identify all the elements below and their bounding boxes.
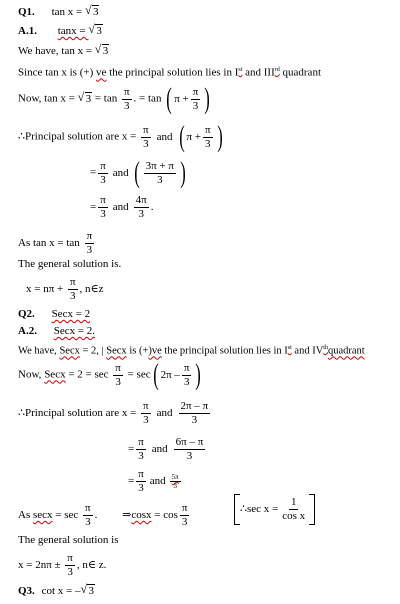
- a1-text: tanx =: [57, 25, 89, 37]
- q2-label: Q2.: [18, 308, 35, 320]
- sqrt-3: √ 3: [85, 5, 100, 19]
- q3-label: Q3.: [18, 585, 35, 597]
- a1-line: [18, 24, 103, 38]
- sec-identity-bracket: ∴sec x = $\frac{1}{\text{cos x}}$: [234, 494, 315, 525]
- q2-have-line: We have, Secx = 2, | Secx is (+)ve the principal solution lies in Ist and IVthquadrant: [18, 345, 365, 357]
- q3-question-line: [18, 584, 95, 598]
- q1-now-line: Now, tan x = √ 3 = tan $\frac{\pi}{3}$ . = tan ( π + $\frac{\pi}{3}$ ): [18, 84, 212, 114]
- q2-step3-line: = $\frac{\pi}{3}$ and $\frac{5\pi}{3}$: [128, 468, 179, 494]
- q3-question: cot x = –: [41, 585, 81, 597]
- q2-question: Secx = 2: [51, 308, 91, 320]
- a1-label: A.1.: [18, 25, 37, 37]
- q1-step3-line: = $\frac{\pi}{3}$ and $\frac{4\pi}{3}$ .: [90, 194, 154, 220]
- a2-line: [18, 325, 95, 338]
- sqrt-3: √ 3: [95, 44, 110, 58]
- q2-now-line: Now, Secx = 2 = sec $\frac{\pi}{3}$ = sec ( 2π – π 3 ): [18, 358, 202, 391]
- sqrt-3: √ 3: [78, 92, 93, 106]
- q2-step2-line: = $\frac{\pi}{3}$ and $\frac{6\pi - \pi}{3}$: [128, 436, 204, 462]
- q1-since-line: Since tan x is (+) ve the principal solution lies in Ist and IIIrd quadrant: [18, 66, 321, 79]
- q1-general-label: The general solution is.: [18, 258, 122, 270]
- q2-as-line: As secx = sec $\frac{\pi}{3}$ . ⇒cosx = cos $\frac{\pi}{3}$: [18, 502, 188, 528]
- q1-have-line: We have, tan x = √ 3: [18, 44, 109, 58]
- a2-text: Secx = 2.: [53, 325, 96, 337]
- q1-principal-line: ∴Principal solution are x = $\frac{\pi}{3}$ and ( π + $\frac{\pi}{3}$ ): [18, 120, 223, 153]
- q1-question: tan x =: [51, 6, 85, 18]
- q1-step2-line: = $\frac{\pi}{3}$ and ( 3π + π 3 ): [90, 156, 186, 189]
- q2-general-formula: x = 2nπ ± $\frac{\pi}{3}$ , n∈ z.: [18, 552, 107, 578]
- a2-label: A.2.: [18, 325, 37, 337]
- q1-as-line: As tan x = tan $\frac{\pi}{3}$: [18, 230, 93, 256]
- q1-question-line: [18, 5, 99, 19]
- sqrt-3: √ 3: [88, 24, 103, 38]
- q1-label: Q1.: [18, 6, 35, 18]
- fraction-pi-over-3: $\frac{\pi}{3}$: [123, 85, 130, 112]
- sqrt-3: √ 3: [80, 584, 95, 598]
- q2-question-line: [18, 308, 90, 321]
- q2-general-label: The general solution is: [18, 534, 119, 546]
- q2-principal-line: ∴Principal solution are x = $\frac{\pi}{3}$ and $\frac{2\pi - \pi}{3}$: [18, 400, 209, 426]
- q1-general-formula: x = nπ + $\frac{\pi}{3}$ , n∈z: [26, 276, 104, 302]
